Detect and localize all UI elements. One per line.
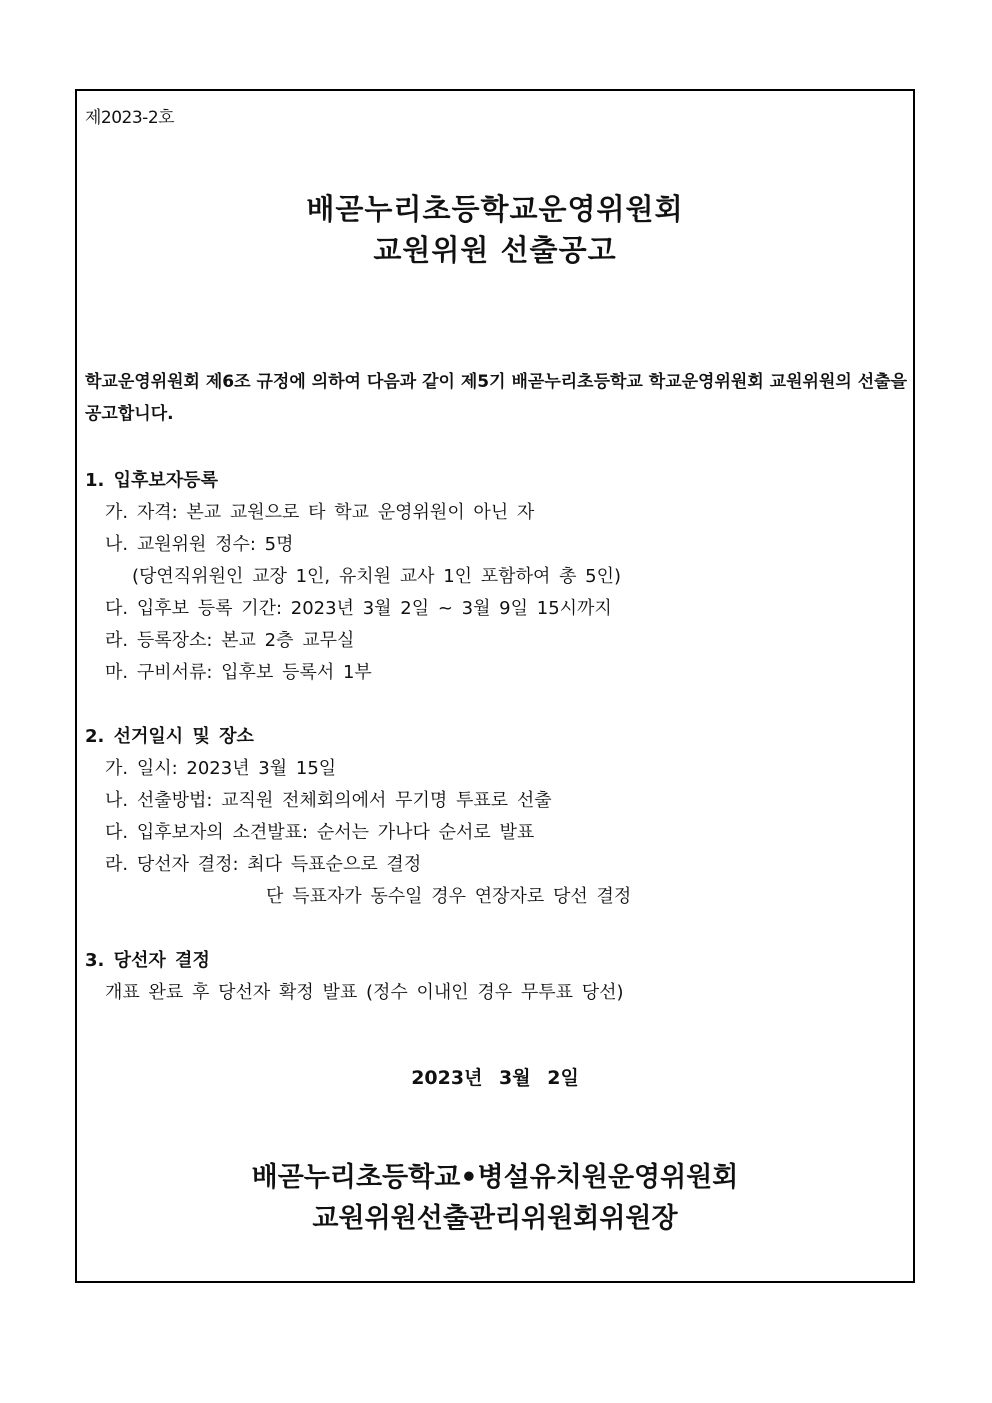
section-1-item-a: 가. 자격: 본교 교원으로 타 학교 운영위원이 아닌 자 [105, 502, 535, 523]
section-1-item-d: 라. 등록장소: 본교 2층 교무실 [105, 630, 355, 651]
section-2-item-d: 라. 당선자 결정: 최다 득표순으로 결정 [105, 854, 422, 875]
section-1-item-e: 마. 구비서류: 입후보 등록서 1부 [105, 662, 372, 683]
section-2-heading: 2. 선거일시 및 장소 [85, 726, 254, 747]
document-number: 제2023-2호 [85, 108, 175, 128]
title-line-1: 배곧누리초등학교운영위원회 [306, 192, 684, 226]
section-2-item-a: 가. 일시: 2023년 3월 15일 [105, 758, 337, 779]
section-2-item-d-note: 단 득표자가 동수일 경우 연장자로 당선 결정 [266, 886, 632, 907]
section-3-heading: 3. 당선자 결정 [85, 950, 210, 971]
issuer-line-2: 교원위원선출관리위원회위원장 [312, 1203, 678, 1234]
section-1-item-c: 다. 입후보 등록 기간: 2023년 3월 2일 ~ 3월 9일 15시까지 [105, 598, 612, 619]
title-line-2: 교원위원 선출공고 [373, 233, 617, 267]
section-2-item-c: 다. 입후보자의 소견발표: 순서는 가나다 순서로 발표 [105, 822, 535, 843]
section-1-item-b: 나. 교원위원 정수: 5명 [105, 534, 294, 555]
intro-paragraph: 학교운영위원회 제6조 규정에 의하여 다음과 같이 제5기 배곧누리초등학교 학교운영위원회 교원위원의 선출을 공고합니다. [85, 372, 907, 424]
section-1-item-b-note: (당연직위원인 교장 1인, 유치원 교사 1인 포함하여 총 5인) [132, 566, 622, 587]
section-2-item-b: 나. 선출방법: 교직원 전체회의에서 무기명 투표로 선출 [105, 790, 552, 811]
issuer-line-1: 배곧누리초등학교•병설유치원운영위원회 [251, 1162, 739, 1193]
section-3-item: 개표 완료 후 당선자 확정 발표 (정수 이내인 경우 무투표 당선) [105, 982, 624, 1003]
notice-date: 2023년 3월 2일 [411, 1067, 579, 1089]
section-1-heading: 1. 입후보자등록 [85, 470, 218, 491]
